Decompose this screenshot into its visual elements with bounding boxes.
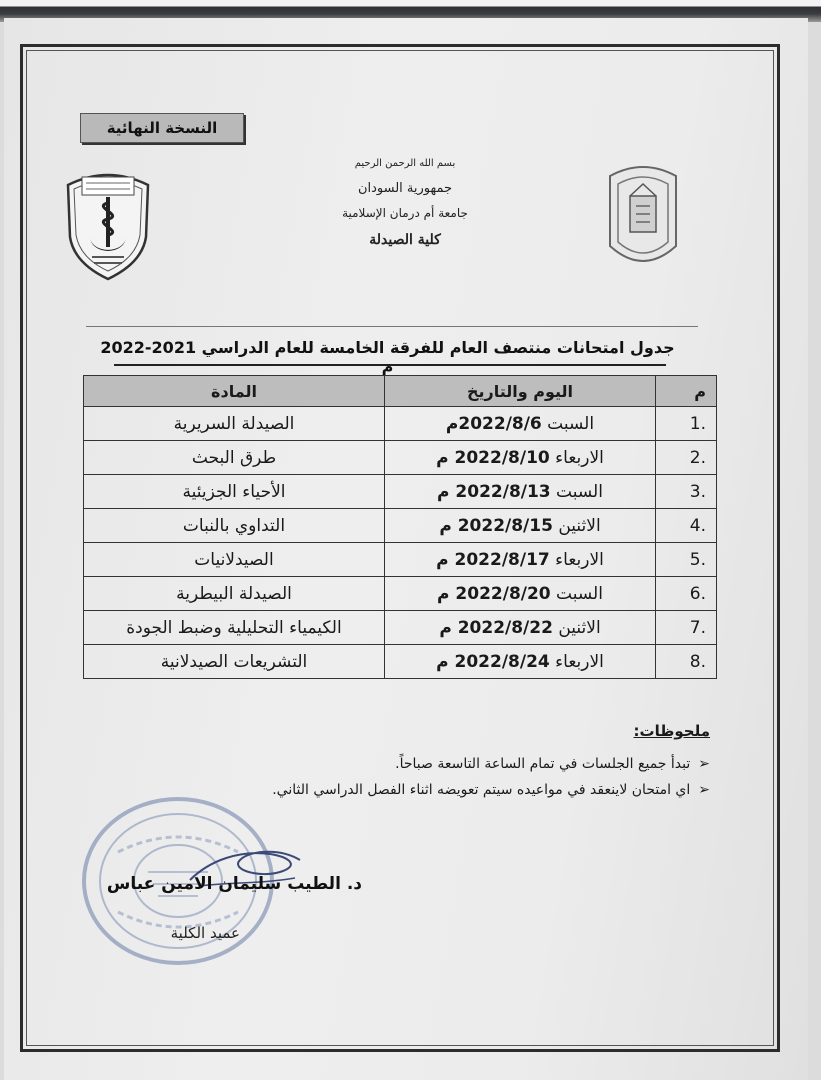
table-row	[84, 407, 717, 441]
signatory-name: د. الطيب سليمان الامين عباس	[106, 874, 362, 894]
notes-heading: ملحوظات:	[633, 722, 710, 740]
faculty-emblem-icon	[62, 163, 154, 281]
table-row	[84, 611, 717, 645]
table-row	[84, 645, 717, 679]
table-row	[84, 543, 717, 577]
row-date-value: 2022/8/24 م	[436, 651, 550, 672]
row-day: الاربعاء	[555, 651, 604, 672]
row-date	[385, 407, 656, 441]
row-date-value: 2022/8/17 م	[436, 549, 550, 570]
row-subject: الصيدلانيات	[84, 543, 385, 577]
row-num: 4.	[656, 509, 717, 543]
note-text: اي امتحان لاينعقد في مواعيده سيتم تعويضه اثناء الفصل الدراسي الثاني.	[272, 782, 691, 798]
row-date-value: 2022/8/6م	[445, 413, 542, 434]
row-num: 1.	[656, 407, 717, 441]
row-day: السبت	[556, 583, 603, 604]
row-day: الاربعاء	[555, 447, 604, 468]
row-day: السبت	[556, 481, 603, 502]
row-date	[385, 577, 656, 611]
row-subject: التشريعات الصيدلانية	[84, 645, 385, 679]
table-row	[84, 577, 717, 611]
table-header-row	[84, 376, 717, 407]
row-num: 8.	[656, 645, 717, 679]
republic-name: جمهورية السودان	[357, 181, 453, 196]
arrow-bullet-icon: ➢	[698, 782, 710, 798]
header-num: م	[656, 376, 717, 407]
page-title: جدول امتحانات منتصف العام للفرقة الخامسة للعام الدراسي 2021-2022 م	[100, 338, 675, 376]
row-day: الاثنين	[558, 617, 601, 638]
note-item	[150, 756, 710, 772]
row-subject: الصيدلة السريرية	[84, 407, 385, 441]
row-date-value: 2022/8/15 م	[439, 515, 553, 536]
arrow-bullet-icon: ➢	[698, 756, 710, 772]
row-date	[385, 543, 656, 577]
row-day: الاربعاء	[555, 549, 604, 570]
row-subject: الصيدلة البيطرية	[84, 577, 385, 611]
row-num: 7.	[656, 611, 717, 645]
row-date	[385, 611, 656, 645]
header-subject: المادة	[84, 376, 385, 407]
university-seal-icon	[600, 158, 686, 276]
final-copy-label: النسخة النهائية	[80, 113, 244, 143]
table-row	[84, 441, 717, 475]
row-date-value: 2022/8/13 م	[437, 481, 551, 502]
row-day: الاثنين	[558, 515, 601, 536]
university-name: جامعة أم درمان الإسلامية	[342, 206, 468, 220]
header-date: اليوم والتاريخ	[385, 376, 656, 407]
row-subject: الكيمياء التحليلية وضبط الجودة	[84, 611, 385, 645]
exam-schedule-table	[83, 375, 717, 679]
row-date-value: 2022/8/20 م	[437, 583, 551, 604]
row-date	[385, 509, 656, 543]
note-text: تبدأ جميع الجلسات في تمام الساعة التاسعة صباحاً.	[395, 756, 691, 772]
basmala: بسم الله الرحمن الرحيم	[354, 158, 456, 169]
row-day: السبت	[547, 413, 595, 434]
row-date	[385, 645, 656, 679]
row-subject: التداوي بالنبات	[84, 509, 385, 543]
row-date-value: 2022/8/10 م	[436, 447, 550, 468]
letterhead	[280, 150, 530, 248]
signatory-title: عميد الكلية	[170, 924, 240, 942]
row-num: 3.	[656, 475, 717, 509]
title-underline	[114, 364, 666, 366]
row-subject: طرق البحث	[84, 441, 385, 475]
row-date-value: 2022/8/22 م	[439, 617, 553, 638]
row-num: 2.	[656, 441, 717, 475]
table-row	[84, 475, 717, 509]
row-subject: الأحياء الجزيئية	[84, 475, 385, 509]
notes-section	[150, 722, 710, 798]
row-num: 5.	[656, 543, 717, 577]
header-divider	[86, 326, 698, 327]
table-row	[84, 509, 717, 543]
row-date	[385, 441, 656, 475]
row-num: 6.	[656, 577, 717, 611]
row-date	[385, 475, 656, 509]
faculty-name: كلية الصيدلة	[369, 232, 441, 248]
